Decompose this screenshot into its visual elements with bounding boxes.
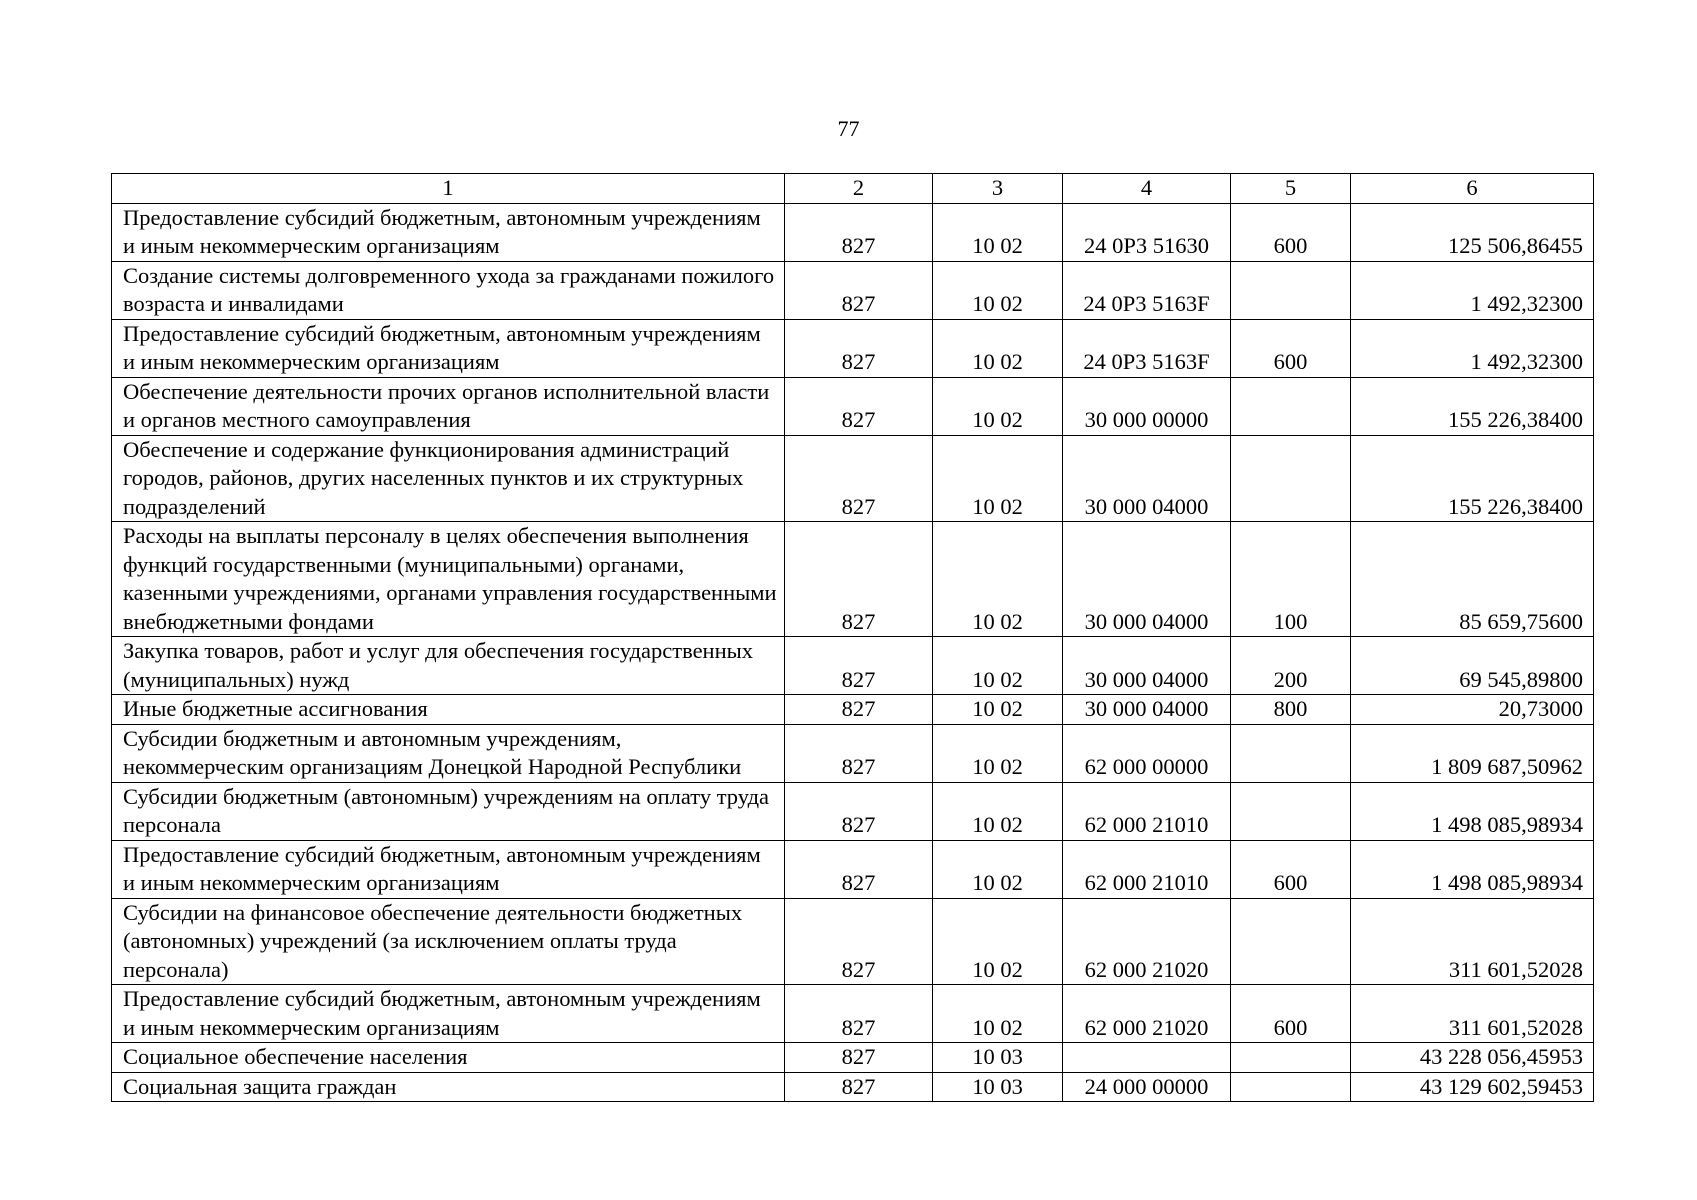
row-description: Социальное обеспечение населения — [112, 1043, 785, 1073]
table-row — [112, 898, 1594, 985]
row-amount: 1 809 687,50962 — [1351, 724, 1594, 782]
column-header: 1 — [112, 174, 785, 204]
row-code-target: 30 000 04000 — [1063, 637, 1231, 695]
row-code-expense-type: 800 — [1231, 695, 1351, 725]
row-code-section: 10 02 — [933, 898, 1063, 985]
row-code-expense-type — [1231, 435, 1351, 522]
row-code-expense-type — [1231, 261, 1351, 319]
row-code-ministry: 827 — [785, 377, 933, 435]
row-code-expense-type — [1231, 377, 1351, 435]
row-code-ministry: 827 — [785, 261, 933, 319]
row-amount: 155 226,38400 — [1351, 435, 1594, 522]
row-description: Предоставление субсидий бюджетным, автономным учреждениям и иным некоммерческим организациям — [112, 203, 785, 261]
row-code-expense-type: 200 — [1231, 637, 1351, 695]
row-amount: 311 601,52028 — [1351, 985, 1594, 1043]
row-code-ministry: 827 — [785, 724, 933, 782]
row-code-ministry: 827 — [785, 782, 933, 840]
row-code-section: 10 02 — [933, 377, 1063, 435]
row-description: Предоставление субсидий бюджетным, автономным учреждениям и иным некоммерческим организациям — [112, 319, 785, 377]
row-code-section: 10 02 — [933, 522, 1063, 637]
row-code-expense-type — [1231, 724, 1351, 782]
row-code-expense-type: 600 — [1231, 840, 1351, 898]
row-code-section: 10 02 — [933, 724, 1063, 782]
table-row — [112, 522, 1594, 637]
row-amount: 125 506,86455 — [1351, 203, 1594, 261]
table-row — [112, 1043, 1594, 1073]
budget-table — [111, 173, 1594, 1102]
row-code-ministry: 827 — [785, 695, 933, 725]
row-code-expense-type: 100 — [1231, 522, 1351, 637]
row-amount: 311 601,52028 — [1351, 898, 1594, 985]
row-code-target: 24 0Р3 5163F — [1063, 261, 1231, 319]
row-code-ministry: 827 — [785, 435, 933, 522]
row-code-expense-type — [1231, 1072, 1351, 1102]
row-description: Закупка товаров, работ и услуг для обеспечения государственных (муниципальных) нужд — [112, 637, 785, 695]
row-code-expense-type: 600 — [1231, 985, 1351, 1043]
row-code-section: 10 02 — [933, 985, 1063, 1043]
row-amount: 1 492,32300 — [1351, 319, 1594, 377]
row-code-ministry: 827 — [785, 637, 933, 695]
row-code-ministry: 827 — [785, 1072, 933, 1102]
row-code-section: 10 03 — [933, 1043, 1063, 1073]
table-row — [112, 377, 1594, 435]
row-code-ministry: 827 — [785, 985, 933, 1043]
row-code-expense-type — [1231, 898, 1351, 985]
row-amount: 43 129 602,59453 — [1351, 1072, 1594, 1102]
row-code-section: 10 02 — [933, 840, 1063, 898]
row-code-expense-type: 600 — [1231, 203, 1351, 261]
row-code-ministry: 827 — [785, 1043, 933, 1073]
row-code-target: 62 000 00000 — [1063, 724, 1231, 782]
row-amount: 69 545,89800 — [1351, 637, 1594, 695]
row-description: Субсидии на финансовое обеспечение деятельности бюджетных (автономных) учреждений (за исключением оплаты труда персонала) — [112, 898, 785, 985]
row-code-section: 10 02 — [933, 203, 1063, 261]
table-row — [112, 637, 1594, 695]
row-amount: 85 659,75600 — [1351, 522, 1594, 637]
row-code-ministry: 827 — [785, 203, 933, 261]
row-description: Предоставление субсидий бюджетным, автономным учреждениям и иным некоммерческим организациям — [112, 840, 785, 898]
row-amount: 20,73000 — [1351, 695, 1594, 725]
row-description: Обеспечение деятельности прочих органов исполнительной власти и органов местного самоуправления — [112, 377, 785, 435]
table-row — [112, 724, 1594, 782]
row-description: Субсидии бюджетным (автономным) учреждениям на оплату труда персонала — [112, 782, 785, 840]
column-header: 2 — [785, 174, 933, 204]
table-row — [112, 203, 1594, 261]
row-code-target: 24 0Р3 51630 — [1063, 203, 1231, 261]
row-code-expense-type — [1231, 782, 1351, 840]
row-amount: 1 492,32300 — [1351, 261, 1594, 319]
row-code-expense-type: 600 — [1231, 319, 1351, 377]
row-amount: 1 498 085,98934 — [1351, 782, 1594, 840]
row-code-target: 30 000 04000 — [1063, 522, 1231, 637]
table-row — [112, 435, 1594, 522]
column-header: 4 — [1063, 174, 1231, 204]
row-code-section: 10 02 — [933, 261, 1063, 319]
row-code-target — [1063, 1043, 1231, 1073]
table-row — [112, 782, 1594, 840]
row-code-section: 10 02 — [933, 695, 1063, 725]
row-code-target: 24 0Р3 5163F — [1063, 319, 1231, 377]
row-code-expense-type — [1231, 1043, 1351, 1073]
column-header: 3 — [933, 174, 1063, 204]
table-row — [112, 695, 1594, 725]
row-code-section: 10 02 — [933, 637, 1063, 695]
row-code-ministry: 827 — [785, 319, 933, 377]
row-code-target: 30 000 00000 — [1063, 377, 1231, 435]
row-description: Социальная защита граждан — [112, 1072, 785, 1102]
table-row — [112, 319, 1594, 377]
row-code-target: 24 000 00000 — [1063, 1072, 1231, 1102]
row-code-target: 30 000 04000 — [1063, 435, 1231, 522]
row-description: Предоставление субсидий бюджетным, автономным учреждениям и иным некоммерческим организациям — [112, 985, 785, 1043]
row-code-target: 62 000 21010 — [1063, 840, 1231, 898]
row-code-ministry: 827 — [785, 522, 933, 637]
row-code-section: 10 02 — [933, 782, 1063, 840]
table-row — [112, 261, 1594, 319]
row-description: Иные бюджетные ассигнования — [112, 695, 785, 725]
row-code-target: 62 000 21020 — [1063, 898, 1231, 985]
row-code-ministry: 827 — [785, 840, 933, 898]
row-code-section: 10 03 — [933, 1072, 1063, 1102]
row-description: Субсидии бюджетным и автономным учреждениям, некоммерческим организациям Донецкой Народной Республики — [112, 724, 785, 782]
column-header: 6 — [1351, 174, 1594, 204]
table-row — [112, 840, 1594, 898]
row-code-target: 62 000 21010 — [1063, 782, 1231, 840]
row-code-section: 10 02 — [933, 435, 1063, 522]
row-code-ministry: 827 — [785, 898, 933, 985]
row-amount: 43 228 056,45953 — [1351, 1043, 1594, 1073]
row-amount: 1 498 085,98934 — [1351, 840, 1594, 898]
row-description: Расходы на выплаты персоналу в целях обеспечения выполнения функций государственными (муниципальными) органами, казенными учреждениями, органами управления государственными внебюджетными фондами — [112, 522, 785, 637]
table-header-row — [112, 174, 1594, 204]
row-code-target: 62 000 21020 — [1063, 985, 1231, 1043]
row-description: Создание системы долговременного ухода за гражданами пожилого возраста и инвалидами — [112, 261, 785, 319]
row-amount: 155 226,38400 — [1351, 377, 1594, 435]
column-header: 5 — [1231, 174, 1351, 204]
row-code-target: 30 000 04000 — [1063, 695, 1231, 725]
row-description: Обеспечение и содержание функционирования администраций городов, районов, других населенных пунктов и их структурных подразделений — [112, 435, 785, 522]
table-row — [112, 1072, 1594, 1102]
page-number: 77 — [837, 116, 860, 141]
table-row — [112, 985, 1594, 1043]
row-code-section: 10 02 — [933, 319, 1063, 377]
